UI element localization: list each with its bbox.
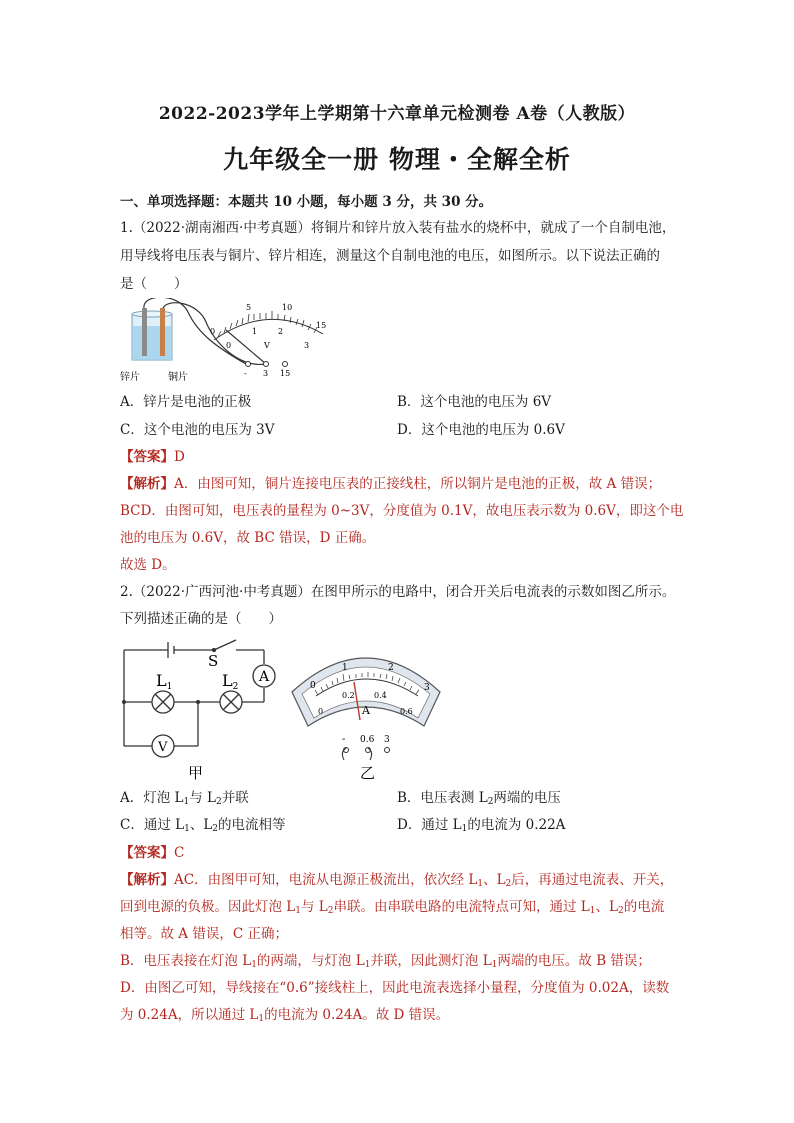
q2-option-a: A．灯泡 $L_1$与 $L_2$并联: [120, 790, 249, 807]
inner-scale-0-6: 0.6: [400, 707, 413, 716]
outer-scale-1: 1: [342, 663, 348, 673]
q1-analysis-line2: BCD．由图可知，电压表的量程为 0~3V，分度值为 0.1V，故电压表示数为 0.6V，即这个电: [120, 503, 684, 519]
lamp-l2: [220, 691, 242, 713]
scale-bottom-3: 3: [304, 341, 310, 350]
q1-conclusion: 故选 D。: [120, 557, 176, 573]
zinc-label: 锌片: [120, 372, 140, 383]
switch-label: S: [208, 652, 219, 670]
figure-a-caption: 甲: [188, 764, 204, 782]
q2-analysis-line3: 相等。故 A 错误，C 正确；: [120, 926, 288, 942]
q1-analysis-line1: 【解析】A．由图可知，铜片连接电压表的正接线柱，所以铜片是电池的正极，故 A 错误；: [120, 476, 662, 492]
scale-bottom-1: 1: [252, 327, 258, 336]
q1-stem-line3: 是（ ）: [120, 276, 188, 292]
q2-figure-circuit: [118, 636, 288, 786]
lamp-l1: [152, 691, 174, 713]
q2-analysis-line6: 为 0.24A，所以通过 $L_1$的电流为 0.24A。故 D 错误。: [120, 1007, 450, 1024]
page-subtitle: 九年级全一册 物理・全解全析: [223, 145, 571, 174]
q2-stem-line2: 下列描述正确的是（ ）: [120, 611, 282, 627]
copper-plate: [160, 308, 165, 356]
figure-b-caption: 乙: [360, 764, 376, 782]
inner-scale-0-2: 0.2: [342, 691, 355, 700]
outer-scale-3: 3: [424, 683, 430, 693]
scale-bottom-0: 0: [226, 341, 232, 350]
terminal-3: 3: [384, 735, 390, 745]
q2-option-d: D．通过 $L_1$的电流为 0.22A: [397, 817, 566, 834]
unit-label: V: [264, 341, 270, 350]
q2-option-c: C．通过 $L_1$、$L_2$的电流相等: [120, 817, 286, 834]
scale-top-5: 5: [246, 303, 252, 312]
q2-analysis-line4: B．电压表接在灯泡 $L_1$的两端，与灯泡 $L_1$并联，因此测灯泡 $L_1$两端的电压。故 B 错误；: [120, 953, 651, 970]
q2-analysis-line5: D．由图乙可知，导线接在“0.6”接线柱上，因此电流表选择小量程，分度值为 0.02A，读数: [120, 980, 670, 996]
ammeter-label: A: [259, 669, 270, 685]
inner-scale-0: 0: [318, 707, 324, 716]
scale-top-15: 15: [316, 321, 327, 330]
q1-analysis-line3: 池的电压为 0.6V，故 BC 错误，D 正确。: [120, 530, 376, 546]
q2-stem-line1: 2.（2022·广西河池·中考真题）在图甲所示的电路中，闭合开关后电流表的示数如图乙所示。: [120, 584, 676, 600]
terminal-15: 15: [280, 369, 291, 378]
q2-option-b: B．电压表测 $L_2$两端的电压: [397, 790, 561, 807]
outer-scale-0: 0: [310, 681, 316, 691]
page-title: 2022-2023学年上学期第十六章单元检测卷 A卷（人教版）: [158, 104, 636, 124]
scale-zero-top: 0: [210, 327, 216, 336]
lamp1-label: L1: [156, 671, 173, 692]
q1-option-a: A．锌片是电池的正极: [120, 394, 252, 410]
q1-stem-line2: 用导线将电压表与铜片、锌片相连，测量这个自制电池的电压，如图所示。以下说法正确的: [120, 248, 660, 264]
terminal-0-6: 0.6: [360, 735, 375, 745]
q2-analysis-line1: 【解析】AC．由图甲可知，电流从电源正极流出，依次经 $L_1$、$L_2$后，再通过电流表、开关，: [120, 872, 674, 889]
terminal-minus: -: [244, 369, 247, 378]
voltmeter-label: V: [158, 740, 168, 755]
q1-stem-line1: 1.（2022·湖南湘西·中考真题）将铜片和锌片放入装有盐水的烧杯中，就成了一个自制电池，: [120, 220, 676, 236]
copper-label: 铜片: [168, 372, 188, 383]
q1-figure-voltmeter: [118, 298, 338, 388]
ammeter-unit: A: [362, 704, 370, 717]
q1-option-c: C．这个电池的电压为 3V: [120, 422, 275, 438]
q1-option-b: B．这个电池的电压为 6V: [397, 394, 552, 410]
terminal-3: 3: [263, 369, 269, 378]
q2-answer: 【答案】C: [120, 845, 185, 861]
scale-bottom-2: 2: [278, 327, 284, 336]
section-heading: 一、单项选择题：本题共 10 小题，每小题 3 分，共 30 分。: [120, 194, 493, 210]
scale-top-10: 10: [282, 303, 293, 312]
q2-analysis-line2: 回到电源的负极。因此灯泡 $L_1$与 $L_2$串联。由串联电路的电流特点可知，通过 $L_1$、$L_2$的电流: [120, 899, 665, 916]
inner-scale-0-4: 0.4: [374, 691, 387, 700]
salt-water: [132, 326, 172, 360]
q1-answer: 【答案】D: [120, 449, 185, 465]
voltmeter-needle: [226, 330, 266, 364]
lamp2-label: L2: [222, 671, 239, 692]
outer-scale-2: 2: [388, 663, 394, 673]
zinc-plate: [142, 308, 147, 356]
q2-figure-ammeter: [288, 648, 448, 782]
q1-option-d: D．这个电池的电压为 0.6V: [397, 422, 565, 438]
terminal-minus: -: [342, 734, 346, 745]
